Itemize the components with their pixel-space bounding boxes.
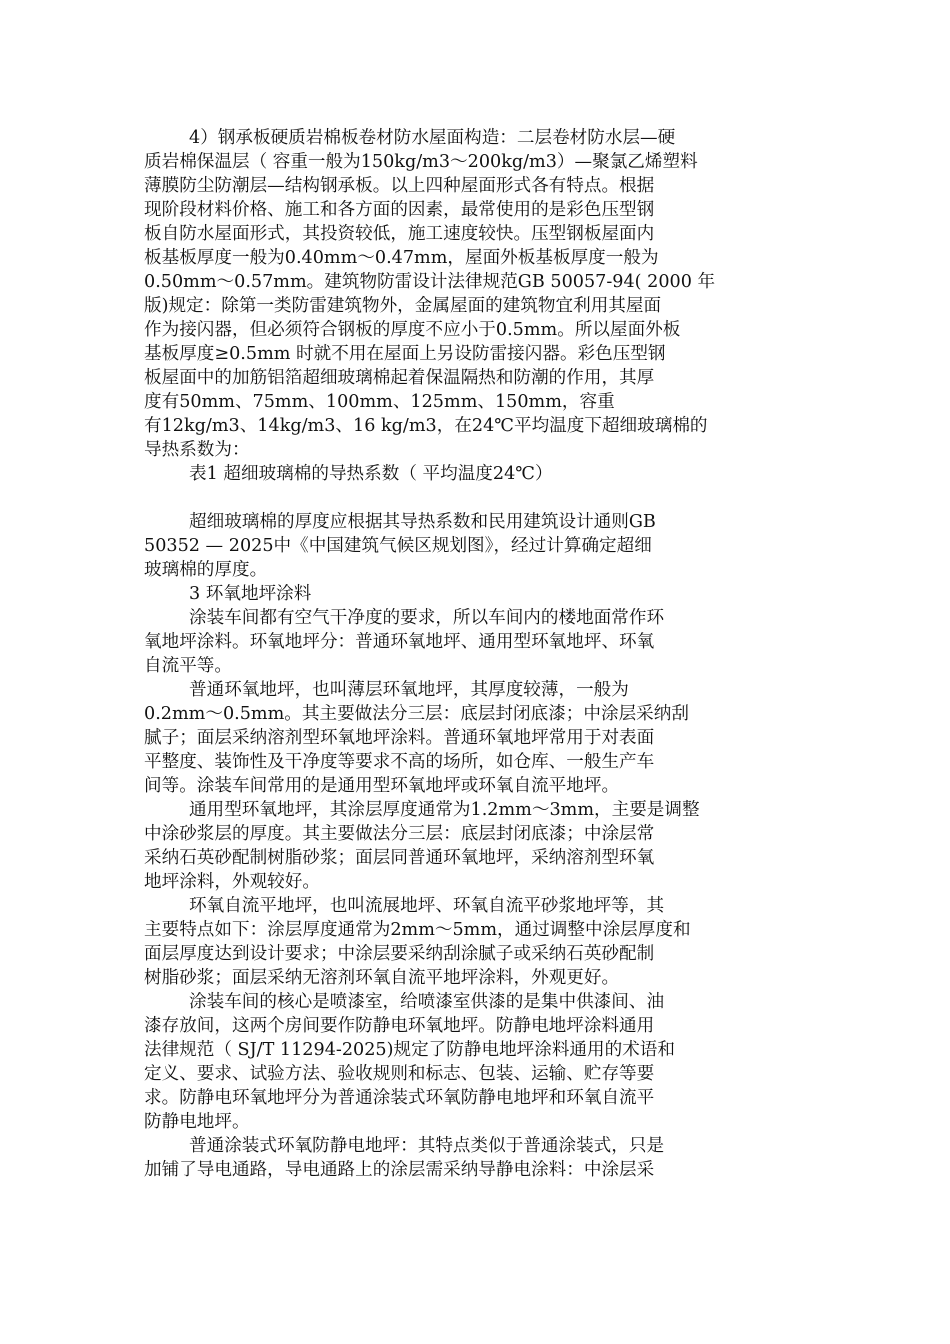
text-line: 氧地坪涂料。环氧地坪分：普通环氧地坪、通用型环氧地坪、环氧 [144,632,655,652]
text-line: 作为接闪器，但必须符合钢板的厚度不应小于0.5mm。所以屋面外板 [144,320,681,340]
text-line: 现阶段材料价格、施工和各方面的因素，最常使用的是彩色压型钢 [144,200,655,220]
text-line: 漆存放间，这两个房间要作防静电环氧地坪。防静电地坪涂料通用 [144,1016,655,1036]
text-line: 玻璃棉的厚度。 [144,560,268,580]
text-line: 0.50mm～0.57mm。建筑物防雷设计法律规范GB 50057-94( 2000 年 [144,272,716,292]
text-line: 导热系数为： [144,440,250,460]
text-line: 板屋面中的加筋铝箔超细玻璃棉起着保温隔热和防潮的作用，其厚 [144,368,655,388]
text-line: 主要特点如下：涂层厚度通常为2mm～5mm，通过调整中涂层厚度和 [144,920,691,940]
text-line: 超细玻璃棉的厚度应根据其导热系数和民用建筑设计通则GB [189,512,656,532]
text-line: 防静电地坪。 [144,1112,250,1132]
section-heading: 3 环氧地坪涂料 [189,584,312,604]
text-line: 求。防静电环氧地坪分为普通涂装式环氧防静电地坪和环氧自流平 [144,1088,655,1108]
text-line: 0.2mm～0.5mm。其主要做法分三层：底层封闭底漆；中涂层采纳刮 [144,704,689,724]
text-line: 度有50mm、75mm、100mm、125mm、150mm，容重 [144,392,615,412]
text-line: 版)规定：除第一类防雷建筑物外，金属屋面的建筑物宜利用其屋面 [144,296,662,316]
text-line: 普通环氧地坪，也叫薄层环氧地坪，其厚度较薄，一般为 [189,680,629,700]
text-line: 加铺了导电通路，导电通路上的涂层需采纳导静电涂料：中涂层采 [144,1160,655,1180]
text-line: 法律规范（ SJ/T 11294-2025)规定了防静电地坪涂料通用的术语和 [144,1040,675,1060]
text-line: 采纳石英砂配制树脂砂浆；面层同普通环氧地坪，采纳溶剂型环氧 [144,848,655,868]
text-line: 涂装车间都有空气干净度的要求，所以车间内的楼地面常作环 [189,608,665,628]
text-line: 平整度、装饰性及干净度等要求不高的场所，如仓库、一般生产车 [144,752,655,772]
text-line: 50352 — 2025中《中国建筑气候区规划图》，经过计算确定超细 [144,536,652,556]
text-line: 质岩棉保温层（ 容重一般为150kg/m3～200kg/m3）—聚氯乙烯塑料 [144,152,698,172]
text-line: 基板厚度≥0.5mm 时就不用在屋面上另设防雷接闪器。彩色压型钢 [144,344,666,364]
text-line: 板基板厚度一般为0.40mm～0.47mm，屋面外板基板厚度一般为 [144,248,659,268]
text-line: 薄膜防尘防潮层—结构钢承板。以上四种屋面形式各有特点。根据 [144,176,655,196]
text-line: 定义、要求、试验方法、验收规则和标志、包装、运输、贮存等要 [144,1064,655,1084]
text-line: 自流平等。 [144,656,232,676]
text-line: 树脂砂浆；面层采纳无溶剂环氧自流平地坪涂料，外观更好。 [144,968,620,988]
text-line: 涂装车间的核心是喷漆室，给喷漆室供漆的是集中供漆间、油 [189,992,665,1012]
text-line: 面层厚度达到设计要求；中涂层要采纳刮涂腻子或采纳石英砂配制 [144,944,655,964]
text-line: 板自防水屋面形式，其投资较低，施工速度较快。压型钢板屋面内 [144,224,655,244]
table-caption: 表1 超细玻璃棉的导热系数（ 平均温度24℃） [189,464,553,484]
text-line: 地坪涂料，外观较好。 [144,872,320,892]
text-line: 环氧自流平地坪，也叫流展地坪、环氧自流平砂浆地坪等，其 [189,896,665,916]
text-line: 中涂砂浆层的厚度。其主要做法分三层：底层封闭底漆；中涂层常 [144,824,655,844]
text-line: 普通涂装式环氧防静电地坪：其特点类似于普通涂装式，只是 [189,1136,665,1156]
text-line: 有12kg/m3、14kg/m3、16 kg/m3，在24℃平均温度下超细玻璃棉的 [144,416,708,436]
text-line: 通用型环氧地坪，其涂层厚度通常为1.2mm～3mm，主要是调整 [189,800,700,820]
text-line: 间等。涂装车间常用的是通用型环氧地坪或环氧自流平地坪。 [144,776,620,796]
text-line: 4）钢承板硬质岩棉板卷材防水屋面构造：二层卷材防水层—硬 [189,128,676,148]
text-line: 腻子；面层采纳溶剂型环氧地坪涂料。普通环氧地坪常用于对表面 [144,728,655,748]
